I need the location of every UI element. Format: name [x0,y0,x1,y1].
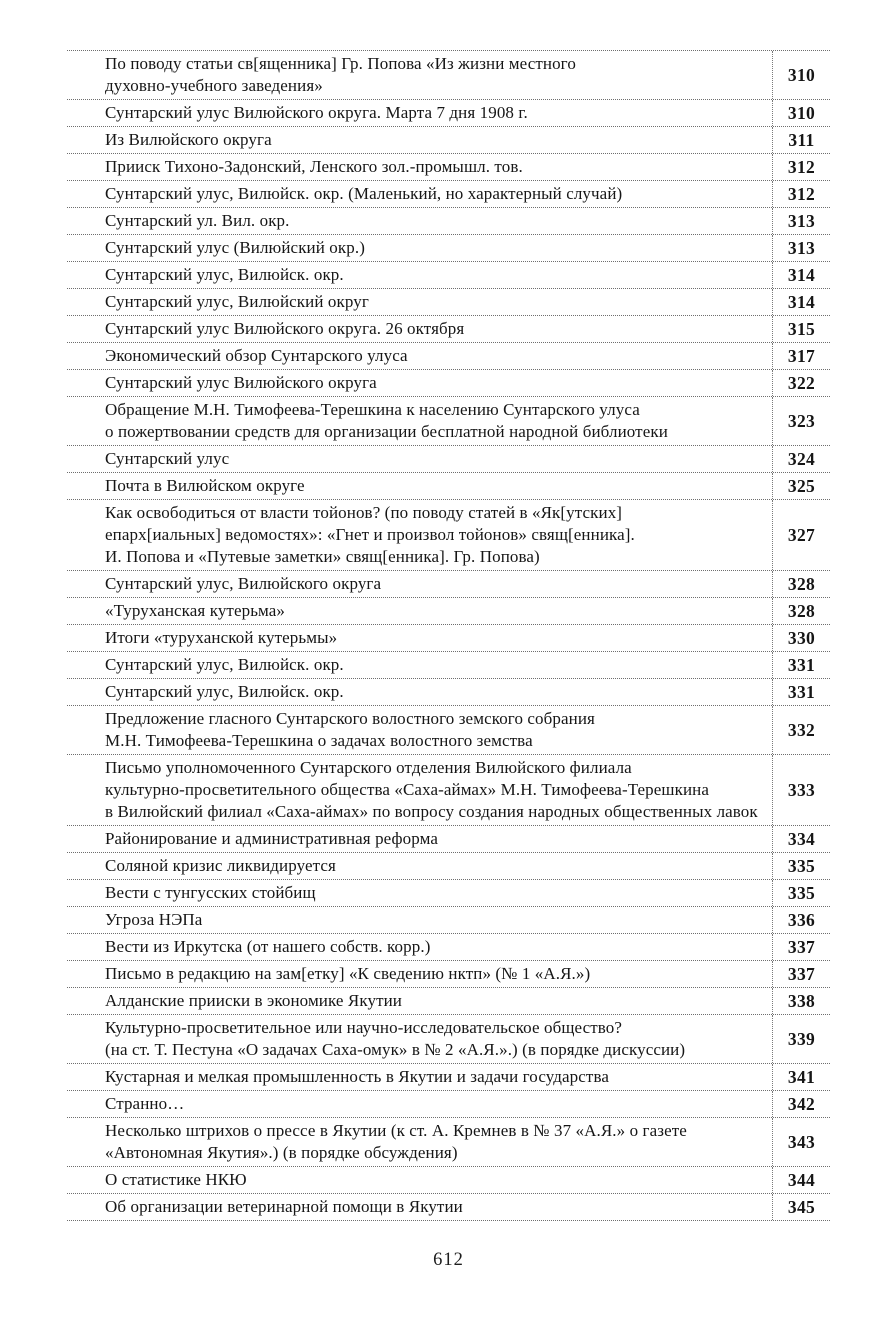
toc-row [67,1064,830,1091]
toc-entry-title [67,598,772,624]
toc-row [67,446,830,473]
toc-entry-title [67,988,772,1014]
toc-entry-page-number: 311 [772,127,830,153]
toc-entry-line: Сунтарский улус, Вилюйск. окр. [105,655,344,674]
toc-entry-line: По поводу статьи св[ященника] Гр. Попова «Из жизни местного [105,54,576,73]
toc-entry-page-number: 332 [772,706,830,754]
toc-row [67,1167,830,1194]
toc-row [67,961,830,988]
toc-entry-line: Об организации ветеринарной помощи в Якутии [105,1197,463,1216]
toc-entry-line: И. Попова и «Путевые заметки» свящ[енника]. Гр. Попова) [105,547,540,566]
toc-row [67,1015,830,1064]
toc-entry-line: Сунтарский улус, Вилюйск. окр. [105,265,344,284]
toc-entry-title [67,679,772,705]
toc-row [67,154,830,181]
toc-row [67,370,830,397]
toc-entry-line: Сунтарский улус, Вилюйского округа [105,574,382,593]
table-of-contents [67,50,830,1221]
toc-entry-title [67,473,772,499]
toc-entry-title [67,370,772,396]
toc-entry-title [67,289,772,315]
toc-entry-line: Культурно-просветительное или научно-исследовательское общество? [105,1018,623,1037]
toc-entry-page-number: 324 [772,446,830,472]
toc-row [67,652,830,679]
toc-entry-line: Сунтарский улус Вилюйского округа. 26 октября [105,319,465,338]
toc-entry-line: Кустарная и мелкая промышленность в Якутии и задачи государства [105,1067,609,1086]
toc-entry-page-number: 328 [772,571,830,597]
toc-entry-line: Несколько штрихов о прессе в Якутии (к ст. А. Кремнев в № 37 «А.Я.» о газете [105,1121,687,1140]
toc-entry-page-number: 322 [772,370,830,396]
toc-entry-line: Странно… [105,1094,185,1113]
toc-entry-line: Из Вилюйского округа [105,130,272,149]
toc-entry-title [67,880,772,906]
toc-entry-title [67,1194,772,1220]
toc-row [67,625,830,652]
toc-entry-page-number: 338 [772,988,830,1014]
footer-page-number: 612 [433,1250,464,1270]
toc-entry-title [67,446,772,472]
toc-entry-page-number: 336 [772,907,830,933]
toc-entry-title [67,571,772,597]
toc-entry-line: Сунтарский улус, Вилюйск. окр. (Маленький, но характерный случай) [105,184,623,203]
toc-entry-title [67,961,772,987]
toc-entry-title [67,343,772,369]
toc-entry-title [67,652,772,678]
toc-entry-page-number: 325 [772,473,830,499]
toc-entry-line: Письмо в редакцию на зам[етку] «К сведению нктп» (№ 1 «А.Я.») [105,964,591,983]
toc-entry-title [67,208,772,234]
toc-entry-title [67,316,772,342]
toc-row [67,127,830,154]
toc-entry-title [67,706,772,754]
toc-entry-page-number: 330 [772,625,830,651]
toc-entry-page-number: 342 [772,1091,830,1117]
toc-entry-line: культурно-просветительного общества «Саха-аймах» М.Н. Тимофеева-Терешкина [105,780,710,799]
toc-entry-title [67,100,772,126]
toc-entry-page-number: 334 [772,826,830,852]
toc-entry-line: Угроза НЭПа [105,910,203,929]
toc-row [67,100,830,127]
toc-entry-page-number: 328 [772,598,830,624]
toc-entry-line: О статистике НКЮ [105,1170,247,1189]
toc-entry-line: Сунтарский улус, Вилюйский округ [105,292,369,311]
toc-entry-title [67,500,772,570]
toc-entry-title [67,181,772,207]
toc-entry-title [67,51,772,99]
toc-entry-page-number: 313 [772,235,830,261]
toc-entry-line: Предложение гласного Сунтарского волостного земского собрания [105,709,595,728]
toc-entry-line: Сунтарский улус (Вилюйский окр.) [105,238,365,257]
toc-entry-page-number: 339 [772,1015,830,1063]
toc-entry-title [67,127,772,153]
toc-row [67,598,830,625]
toc-entry-title [67,625,772,651]
toc-entry-line: Прииск Тихоно-Задонский, Ленского зол.-промышл. тов. [105,157,523,176]
toc-entry-title [67,1064,772,1090]
toc-entry-page-number: 310 [772,51,830,99]
toc-row [67,907,830,934]
toc-row [67,51,830,100]
toc-entry-title [67,853,772,879]
toc-entry-page-number: 343 [772,1118,830,1166]
toc-entry-line: Как освободиться от власти тойонов? (по поводу статей в «Як[утских] [105,503,623,522]
toc-entry-page-number: 313 [772,208,830,234]
toc-row [67,679,830,706]
toc-row [67,880,830,907]
toc-entry-line: Районирование и административная реформа [105,829,438,848]
toc-entry-line: Сунтарский ул. Вил. окр. [105,211,290,230]
toc-entry-title [67,934,772,960]
toc-entry-line: Вести из Иркутска (от нашего собств. корр.) [105,937,431,956]
toc-entry-page-number: 314 [772,289,830,315]
toc-entry-page-number: 337 [772,961,830,987]
toc-entry-title [67,154,772,180]
toc-entry-page-number: 317 [772,343,830,369]
toc-entry-line: (на ст. Т. Пестуна «О задачах Саха-омук» в № 2 «А.Я.».) (в порядке дискуссии) [105,1040,686,1059]
toc-row [67,1091,830,1118]
toc-row [67,262,830,289]
toc-row [67,853,830,880]
toc-entry-page-number: 333 [772,755,830,825]
toc-entry-line: в Вилюйский филиал «Саха-аймах» по вопросу создания народных общественных лавок [105,802,758,821]
toc-entry-line: Итоги «туруханской кутерьмы» [105,628,338,647]
toc-entry-page-number: 331 [772,652,830,678]
toc-entry-page-number: 331 [772,679,830,705]
toc-row [67,755,830,826]
toc-entry-page-number: 314 [772,262,830,288]
toc-entry-line: «Туруханская кутерьма» [105,601,286,620]
toc-row [67,181,830,208]
toc-entry-title [67,262,772,288]
toc-entry-line: Письмо уполномоченного Сунтарского отделения Вилюйского филиала [105,758,632,777]
toc-entry-line: Сунтарский улус Вилюйского округа [105,373,377,392]
toc-row [67,571,830,598]
toc-entry-page-number: 312 [772,154,830,180]
toc-entry-line: Алданские прииски в экономике Якутии [105,991,403,1010]
toc-entry-title [67,755,772,825]
toc-row [67,473,830,500]
toc-entry-line: Экономический обзор Сунтарского улуса [105,346,408,365]
toc-row [67,826,830,853]
toc-row [67,316,830,343]
toc-entry-line: епарх[иальных] ведомостях»: «Гнет и произвол тойонов» свящ[енника]. [105,525,635,544]
toc-entry-title [67,907,772,933]
toc-row [67,934,830,961]
toc-entry-page-number: 337 [772,934,830,960]
toc-row [67,235,830,262]
toc-entry-title [67,1167,772,1193]
toc-entry-page-number: 310 [772,100,830,126]
toc-entry-line: Сунтарский улус [105,449,230,468]
toc-entry-line: духовно-учебного заведения» [105,76,323,95]
toc-entry-page-number: 312 [772,181,830,207]
toc-entry-line: Вести с тунгусских стойбищ [105,883,316,902]
toc-entry-line: Почта в Вилюйском округе [105,476,305,495]
toc-entry-page-number: 315 [772,316,830,342]
toc-entry-page-number: 345 [772,1194,830,1220]
toc-row [67,1194,830,1221]
toc-entry-title [67,1118,772,1166]
toc-row [67,706,830,755]
toc-entry-page-number: 341 [772,1064,830,1090]
toc-entry-title [67,826,772,852]
toc-entry-page-number: 327 [772,500,830,570]
toc-entry-page-number: 335 [772,880,830,906]
toc-row [67,208,830,235]
toc-row [67,397,830,446]
toc-row [67,988,830,1015]
toc-entry-page-number: 344 [772,1167,830,1193]
toc-entry-title [67,397,772,445]
toc-entry-title [67,1015,772,1063]
toc-entry-page-number: 323 [772,397,830,445]
toc-entry-line: Соляной кризис ликвидируется [105,856,336,875]
toc-row [67,289,830,316]
toc-row [67,343,830,370]
toc-entry-page-number: 335 [772,853,830,879]
toc-entry-line: М.Н. Тимофеева-Терешкина о задачах волостного земства [105,731,533,750]
toc-entry-line: Сунтарский улус Вилюйского округа. Марта 7 дня 1908 г. [105,103,528,122]
toc-entry-line: Сунтарский улус, Вилюйск. окр. [105,682,344,701]
toc-entry-line: Обращение М.Н. Тимофеева-Терешкина к населению Сунтарского улуса [105,400,640,419]
toc-entry-line: «Автономная Якутия».) (в порядке обсуждения) [105,1143,458,1162]
toc-row [67,1118,830,1167]
toc-entry-title [67,235,772,261]
toc-entry-title [67,1091,772,1117]
toc-row [67,500,830,571]
toc-entry-line: о пожертвовании средств для организации бесплатной народной библиотеки [105,422,668,441]
